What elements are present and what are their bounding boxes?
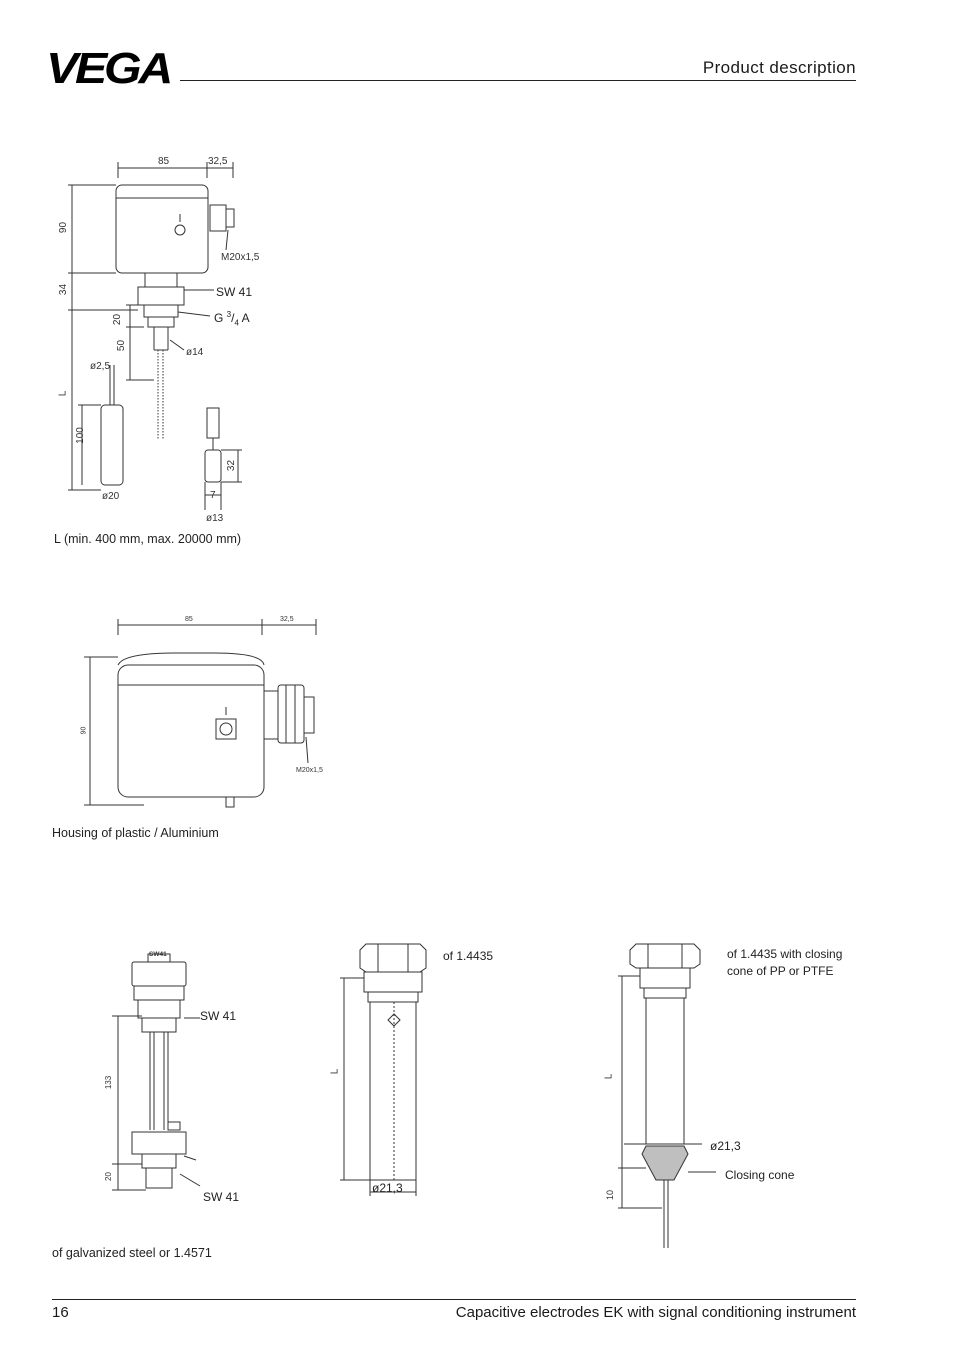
figure-tube-adapter-drawing [100,950,220,1200]
figure3-caption: of galvanized steel or 1.4571 [52,1246,212,1260]
footer-title: Capacitive electrodes EK with signal conditioning instrument [455,1304,856,1321]
svg-text:VEGA: VEGA [46,50,171,86]
figure-rod-electrode-drawing [50,150,290,530]
dim-dia-14: ø14 [186,347,204,358]
tube-dim-20: 20 [103,1172,113,1181]
dim-100: 100 [74,427,86,444]
tube3-label: of 1.4435 with closing cone of PP or PTFE [727,947,843,978]
page-number: 16 [52,1304,69,1321]
dim-32-5: 32,5 [208,156,228,167]
figure-housing-drawing [84,615,344,815]
figure1-caption: L (min. 400 mm, max. 20000 mm) [54,532,242,546]
tube2-label: of 1.4435 [443,949,494,963]
header-rule [180,80,856,81]
dim-dia-2-5: ø2,5 [90,361,111,372]
dim-L: L [57,390,69,397]
housing-thread: M20x1,5 [296,767,323,774]
tube2-dim-L: L [329,1068,341,1075]
dim-dia-13: ø13 [206,513,224,524]
page-title: Product description [702,58,856,77]
tube-sw41-label: SW 41 [200,1009,237,1023]
dim-90: 90 [58,221,70,234]
sw41-label: SW 41 [216,285,253,299]
housing-dim-85: 85 [185,616,193,623]
tube-top-label: SW41 [149,951,167,958]
dim-dia-20: ø20 [102,491,120,502]
g-thread-label: G $^3/_4$ A [214,310,250,328]
housing-dim-90: 90 [80,726,88,735]
dim-34: 34 [58,283,70,296]
tube2-dim-21-3: ø21,3 [372,1181,403,1195]
housing-dim-32-5: 32,5 [280,616,294,623]
footer-rule [52,1299,856,1300]
figure2-caption: Housing of plastic / Aluminium [52,826,219,840]
dim-20: 20 [112,313,124,326]
dim-85: 85 [158,156,170,167]
tube3-dim-L: L [603,1073,615,1080]
closing-cone-label: Closing cone [725,1168,795,1182]
tube-sw41-bottom-label: SW 41 [203,1190,240,1204]
thread-m20-label: M20x1,5 [221,252,260,263]
dim-50: 50 [116,339,128,352]
figure-tube-closing-cone-drawing [604,940,724,1255]
tube3-dim-21-3: ø21,3 [710,1139,741,1153]
figure-tube-1-4435-drawing [336,940,446,1200]
tube3-dim-10: 10 [605,1189,616,1201]
vega-logo [46,50,172,86]
tube-dim-133: 133 [104,1075,114,1090]
dim-32: 32 [226,459,238,472]
dim-7: 7 [210,490,216,501]
